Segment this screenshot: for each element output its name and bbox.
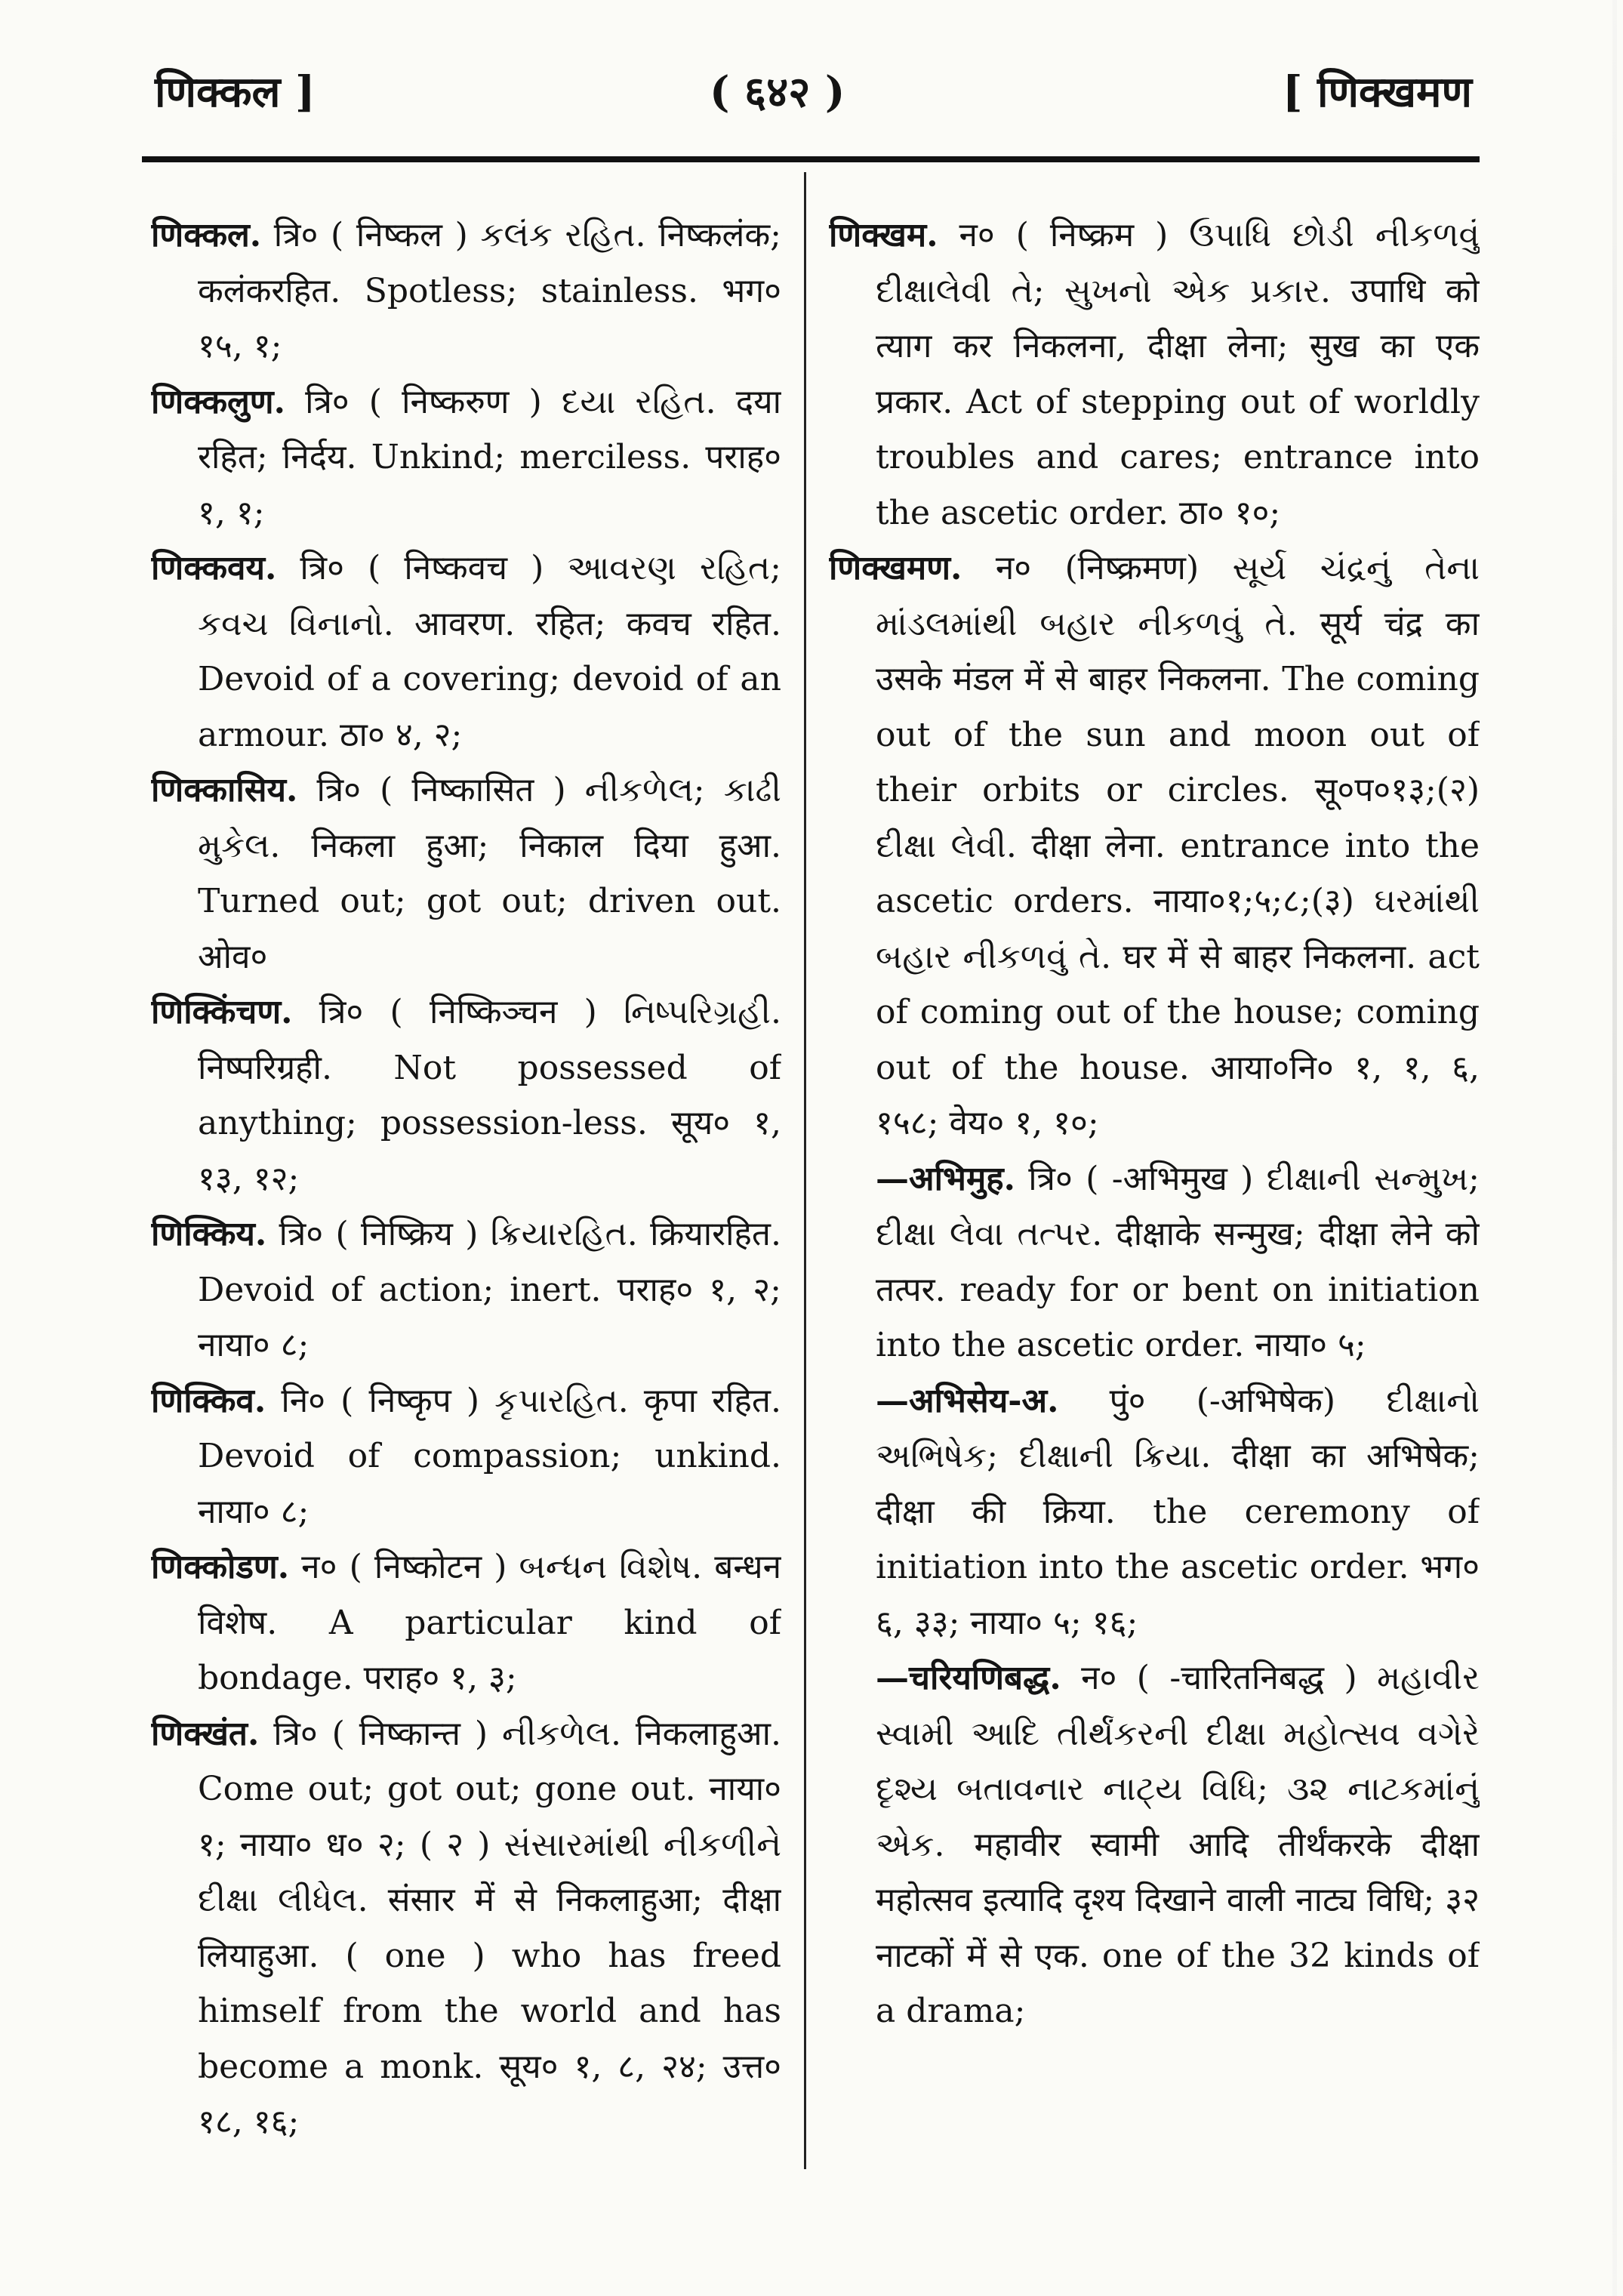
dictionary-entry [151,763,781,985]
entry-body: त्रि० ( निष्क्रिय ) ક્રિયારહિત. क्रियारहित. Devoid of action; inert. पराह० १, २; नाया० ८; [198,1215,781,1364]
dictionary-entry [829,541,1480,1151]
dictionary-entry [151,1207,781,1373]
dictionary-entry [151,1706,781,2150]
headword: णिक्कल. [151,216,262,254]
headword: णिक्कासिय. [151,771,298,809]
entry-body: न० ( निष्क्रम ) ઉપાધિ છોડી નીકળવું દીક્ષાલેવી તે; સુખનો એક પ્રકાર. उपाधि को त्याग कर निकलना, दीक्षा लेना; सुख का एक प्रकार. Act of stepping out of worldly troubles and cares; entrance into the ascetic order. ठा० १०; [876,216,1480,532]
right-column [829,208,1480,2171]
dictionary-subentry [829,1650,1480,2039]
headword: णिक्खमण. [829,549,962,587]
entry-body: न० ( -चारितनिबद्ध ) મહાવીર સ્વામી આદિ તીર્થંકરની દીક્ષા મહોત્સવ વગેરે દૃશ્ય બતાવનાર નાટ્ય વિધિ; ૩૨ નાટકમાંનું એક. महावीर स्वामी आदि तीर्थंकरके दीक्षा महोत्सव इत्यादि दृश्य दिखाने वाली नाट्य विधि; ३२ नाटकों में से एक. one of the 32 kinds of a drama; [876,1659,1480,2030]
dictionary-subentry [829,1373,1480,1651]
headword: णिक्खंत. [151,1714,260,1753]
entry-body: न० (निष्क्रमण) સૂર્ય ચંદ્રનું તેના માંડલમાંથી બહાર નીકળવું તે. सूर्य चंद्र का उसके मंडल में से बाहर निकलना. The coming out of the sun and moon out of their orbits or circles. सू०प०१३;(२) દીક્ષા લેવી. दीक्षा लेना. entrance into the ascetic orders. नाया०१;५;८;(३) ઘરમાંથી બહાર નીકળવું તે. घर में से बाहर निकलना. act of coming out of the house; coming out of the house. आया०नि० १, १, ६, १५८; वेय० १, १०; [876,549,1480,1142]
dictionary-subentry [829,1151,1480,1373]
entry-body: पुं० (-अभिषेक) દીક્ષાનો અભિષેક; દીક્ષાની ક્રિયા. दीक्षा का अभिषेक; दीक्षा की क्रिया. the ceremony of initiation into the ascetic order. भग० ६, ३३; नाया० ५; १६; [876,1381,1480,1642]
headword: —अभिमुह. [876,1159,1015,1198]
entry-body: त्रि० ( -अभिमुख ) દીક્ષાની સન્મુખ; દીક્ષા લેવા તત્પર. दीक्षाके सन्मुख; दीक्षा लेने को तत्पर. ready for or bent on initiation into the ascetic order. नाया० ५; [876,1159,1480,1364]
headword: णिक्कवय. [151,549,277,587]
entry-body: त्रि० ( निष्कल ) કલંક રહિત. निष्कलंक; कलंकरहित. Spotless; stainless. भग० १५, १; [198,216,781,365]
entry-body: त्रि० ( निष्कासित ) નીકળેલ; કાઢી મુકેલ. निकला हुआ; निकाल दिया हुआ. Turned out; got out; driven out. ओव० [198,771,781,976]
dictionary-entry [151,208,781,374]
entry-body: त्रि० ( निष्करुण ) દયા રહિત. दया रहित; निर्दय. Unkind; merciless. पराह० १, १; [198,382,781,532]
headword: णिक्खम. [829,216,938,254]
dictionary-entry [829,208,1480,541]
headword: णिक्किव. [151,1381,266,1420]
left-column [151,208,781,2171]
headword: —चरियणिबद्ध. [876,1659,1061,1697]
headword: णिक्कलुण. [151,382,285,421]
headword: णिक्किय. [151,1215,267,1253]
column-divider [804,172,806,2169]
entry-body: त्रि० ( निष्कवच ) આવરણ રહિત; કવચ વિનાનો. आवरण. रहित; कवच रहित. Devoid of a covering; devoid of an armour. ठा० ४, २; [198,549,781,754]
dictionary-entry [151,541,781,763]
header-left-guide-word: णिक्कल ] [155,67,316,117]
headword: —अभिसेय-अ. [876,1381,1059,1420]
dictionary-entry [151,1539,781,1706]
header-rule [142,156,1480,162]
dictionary-entry [151,1373,781,1540]
scan-edge [1612,0,1617,2296]
page-number: ( ६४२ ) [710,67,845,117]
entry-body: त्रि० ( निष्किञ्चन ) નિષ્પરિગ્રહી. निष्परिग्रही. Not possessed of anything; possession-less. सूय० १, १३, १२; [198,993,781,1198]
header-right-guide-word: [ णिक्खमण [1283,67,1472,117]
entry-body: नि० ( निष्कृप ) કૃપારહિત. कृपा रहित. Devoid of compassion; unkind. नाया० ८; [198,1381,781,1531]
page-header [0,62,1623,130]
headword: णिक्किंचण. [151,993,293,1031]
entry-body: न० ( निष्कोटन ) બન્ધન વિશેષ. बन्धन विशेष. A particular kind of bondage. पराह० १, ३; [198,1548,781,1697]
entry-body: त्रि० ( निष्कान्त ) નીકળેલ. निकलाहुआ. Come out; got out; gone out. नाया० १; नाया० ध० २; ( २ ) સંસારમાંથી નીકળીને દીક્ષા લીધેલ. संसार में से निकलाहुआ; दीक्षा लियाहुआ. ( one ) who has freed himself from the world and has become a monk. सूय० १, ८, २४; उत्त० १८, १६; [198,1714,781,2141]
dictionary-entry [151,985,781,1207]
dictionary-entry [151,374,781,541]
headword: णिक्कोडण. [151,1548,290,1586]
